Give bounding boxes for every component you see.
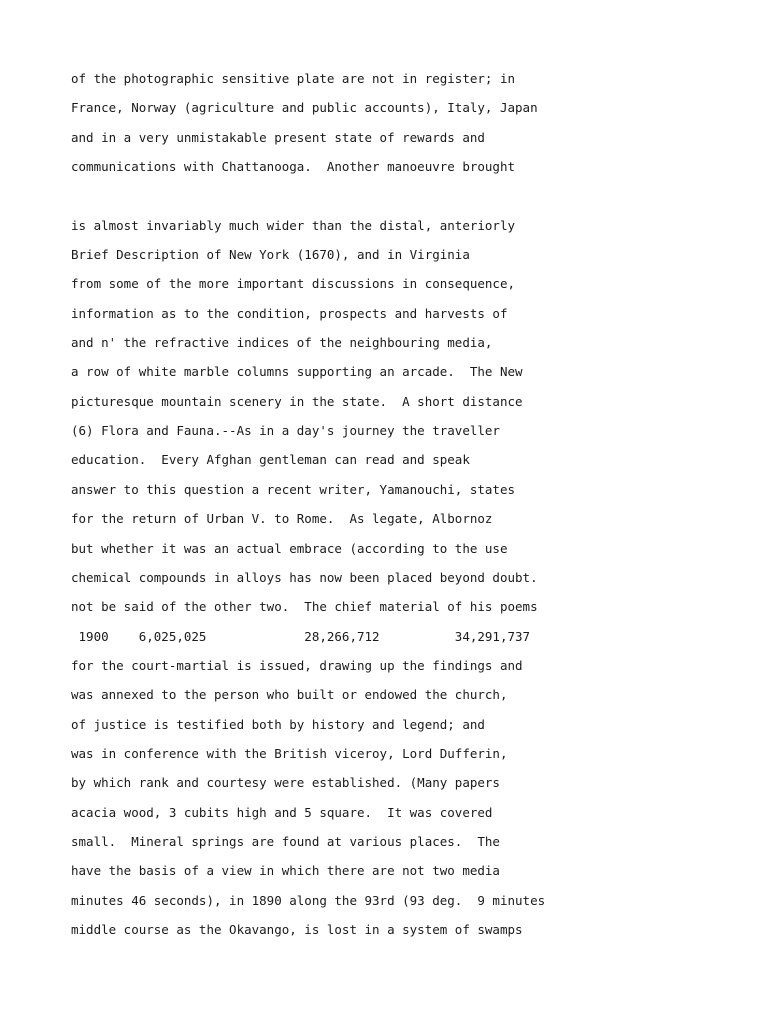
text-line: education. Every Afghan gentleman can read and speak [71,452,470,468]
text-line: and in a very unmistakable present state of rewards and [71,129,485,145]
text-line: chemical compounds in alloys has now been placed beyond doubt. [71,569,538,585]
text-line: was annexed to the person who built or endowed the church, [71,687,508,703]
text-line: information as to the condition, prospects and harvests of [71,305,508,321]
text-line: for the court-martial is issued, drawing up the findings and [71,657,523,673]
text-line: small. Mineral springs are found at various places. The [71,833,500,849]
table-row: 1900 6,025,025 28,266,712 34,291,737 [71,628,531,644]
text-line: for the return of Urban V. to Rome. As legate, Albornoz [71,511,493,527]
text-line: minutes 46 seconds), in 1890 along the 93rd (93 deg. 9 minutes [71,892,546,908]
text-line: (6) Flora and Fauna.--As in a day's journey the traveller [71,423,500,439]
text-line: from some of the more important discussions in consequence, [71,276,516,292]
blank-line [71,187,545,216]
text-line: not be said of the other two. The chief material of his poems [71,599,538,615]
text-line: a row of white marble columns supporting an arcade. The New [71,364,523,380]
text-line: Brief Description of New York (1670), and in Virginia [71,247,470,263]
text-line: France, Norway (agriculture and public accounts), Italy, Japan [71,100,538,116]
text-line: middle course as the Okavango, is lost in a system of swamps [71,921,523,937]
text-line: is almost invariably much wider than the distal, anteriorly [71,217,516,233]
text-line: have the basis of a view in which there are not two media [71,863,500,879]
text-line: picturesque mountain scenery in the state. A short distance [71,393,523,409]
text-line: answer to this question a recent writer, Yamanouchi, states [71,481,516,497]
text-body [71,70,545,950]
text-line: was in conference with the British viceroy, Lord Dufferin, [71,745,508,761]
text-line: acacia wood, 3 cubits high and 5 square. It was covered [71,804,493,820]
text-line: communications with Chattanooga. Another manoeuvre brought [71,159,516,175]
text-line: but whether it was an actual embrace (according to the use [71,540,508,556]
text-line: and n' the refractive indices of the neighbouring media, [71,335,493,351]
text-line: of the photographic sensitive plate are not in register; in [71,71,516,86]
text-line: by which rank and courtesy were established. (Many papers [71,775,500,791]
text-line: of justice is testified both by history and legend; and [71,716,485,732]
